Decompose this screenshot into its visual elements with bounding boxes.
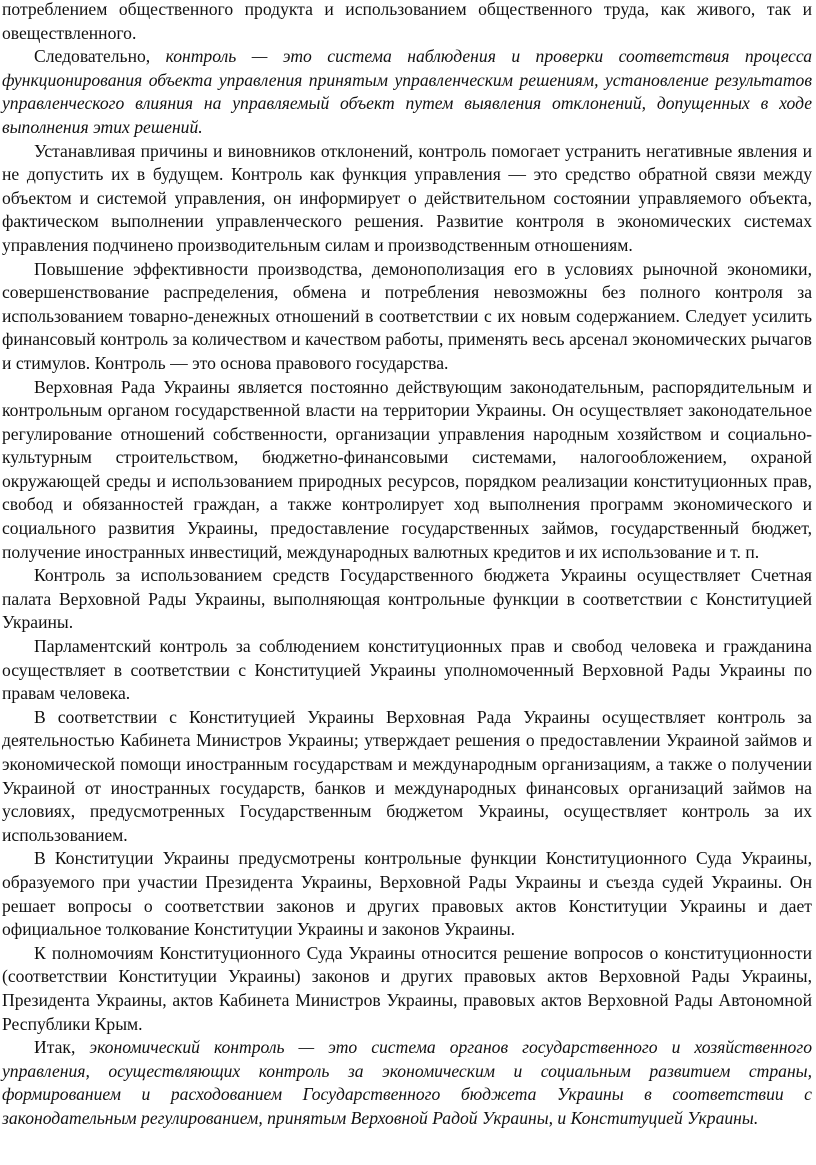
paragraph: В Конституции Украины предусмотрены контрольные функции Конституционного Суда Украины, образуемого при участии Президента Украины, Верховной Рады Украины и съезда судей Украины. Он решает вопросы о соответствии законов и других правовых актов Конституции Украины и дает официальное толкование Конституции Украины и законов Украины. (2, 848, 812, 940)
paragraph: В соответствии с Конституцией Украины Верховная Рада Украины осуществляет контроль за деятельностью Кабинета Министров Украины; утверждает решения о предоставлении Украиной займов и экономической помощи иностранным государствам и международным организациям, а также о получении Украиной от иностранных государств, банков и международных финансовых организаций займов на условиях, предусмотренных Государственным бюджетом Украины, осуществляет контроль за их использованием. (2, 706, 812, 845)
paragraph: Повышение эффективности производства, демонополизация его в условиях рыночной экономики, совершенствование распределения, обмена и потребления невозможны без полного контроля за использованием товарно-денежных отношений в соответствии с их новым содержанием. Следует усилить финансовый контроль за количеством и качеством работы, применять весь арсенал экономических рычагов и стимулов. Контроль — это основа правового государства. (2, 258, 812, 373)
definition-text: экономический контроль — это система органов государственного и хозяйственного управления, осуществляющих контроль за экономическим и социальным развитием страны, формированием и расходованием Государственного бюджета Украины в соответствии с законодательным регулированием, принятым Верховной Радой Украины, и Конституцией Украины. (2, 1037, 813, 1128)
paragraph-continuation: потреблением общественного продукта и использованием общественного труда, как живого, так и овеществленного. (2, 0, 812, 43)
paragraph: К полномочиям Конституционного Суда Украины относится решение вопросов о конституционности (соответствии Конституции Украины) законов и других правовых актов Верховной Рады Украины, Президента Украины, актов Кабинета Министров Украины, правовых актов Верховной Рады Автономной Республики Крым. (2, 942, 812, 1034)
paragraph-control-definition: Следовательно, контроль — это система наблюдения и проверки соответствия процесса функционирования объекта управления принятым управленческим решениям, установление результатов управленческого влияния на управляемый объект путем выявления отклонений, допущенных в ходе выполнения этих решений. (2, 46, 812, 137)
paragraph: Контроль за использованием средств Государственного бюджета Украины осуществляет Счетная палата Верховной Рады Украины, выполняющая контрольные функции в соответствии с Конституцией Украины. (2, 565, 812, 633)
paragraph: Парламентский контроль за соблюдением конституционных прав и свобод человека и гражданина осуществляет в соответствии с Конституцией Украины уполномоченный Верховной Рады Украины по правам человека. (2, 636, 812, 704)
definition-text: контроль — это система наблюдения и проверки соответствия процесса функционирования объекта управления принятым управленческим решениям, установление результатов управленческого влияния на управляемый объект путем выявления отклонений, допущенных в ходе выполнения этих решений. (2, 46, 812, 137)
paragraph-economic-control-definition: Итак, экономический контроль — это система органов государственного и хозяйственного управления, осуществляющих контроль за экономическим и социальным развитием страны, формированием и расходованием Государственного бюджета Украины в соответствии с законодательным регулированием, принятым Верховной Радой Украины, и Конституцией Украины. (2, 1037, 813, 1128)
paragraph: Верховная Рада Украины является постоянно действующим законодательным, распорядительным и контрольным органом государственной власти на территории Украины. Он осуществляет законодательное регулирование отношений собственности, организации управления народным хозяйством и социально-культурным строительством, бюджетно-финансовыми системами, налогообложением, охраной окружающей среды и использованием природных ресурсов, порядком реализации конституционных прав, свобод и обязанностей граждан, а также контролирует ход выполнения программ экономического и социального развития Украины, предоставление государственных займов, государственный бюджет, получение иностранных инвестиций, международных валютных кредитов и их использование и т. п. (2, 376, 812, 562)
paragraph: Устанавливая причины и виновников отклонений, контроль помогает устранить негативные явления и не допустить их в будущем. Контроль как функция управления — это средство обратной связи между объектом и системой управления, он информирует о действительном состоянии управляемого объекта, фактическом выполнении управленческого решения. Развитие контроля в экономических системах управления подчинено производительным силам и производственным отношениям. (2, 140, 812, 255)
